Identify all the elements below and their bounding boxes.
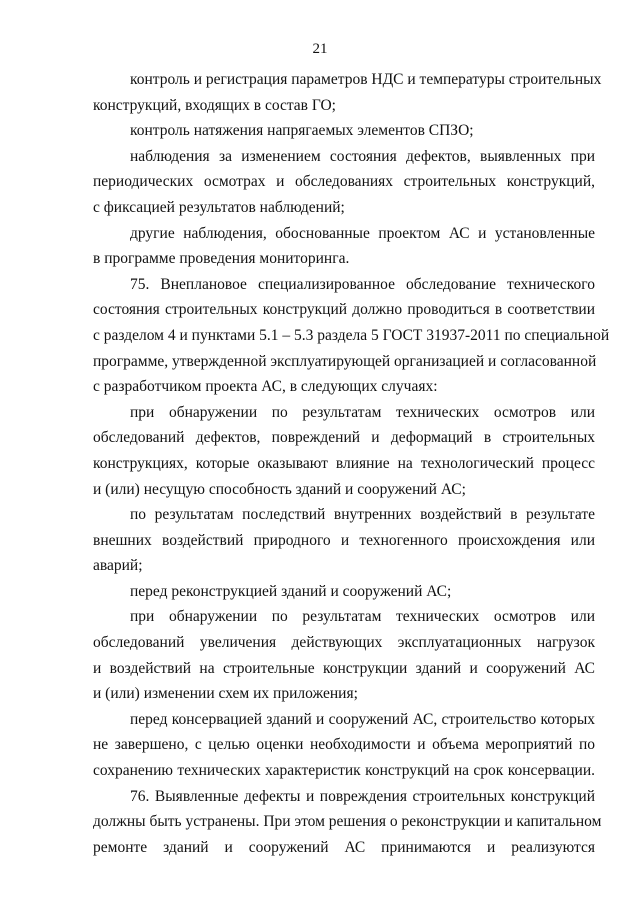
- text-line: должны быть устранены. При этом решения о реконструкции и капитальном: [93, 813, 602, 831]
- text-line: и (или) несущую способность зданий и сооружений АС;: [93, 480, 466, 498]
- text-line: конструкций, входящих в состав ГО;: [93, 96, 336, 114]
- text-line: обследований увеличения действующих эксплуатационных нагрузок: [93, 634, 595, 652]
- text-line: по результатам последствий внутренних воздействий в результате: [130, 506, 595, 524]
- text-line: с разделом 4 и пунктами 5.1 – 5.3 раздела 5 ГОСТ 31937-2011 по специальной: [93, 326, 610, 344]
- text-line: перед реконструкцией зданий и сооружений АС;: [130, 582, 452, 600]
- text-line: с разработчиком проекта АС, в следующих случаях:: [93, 378, 438, 396]
- paragraph-75-line: 75. Внеплановое специализированное обследование технического: [130, 275, 595, 293]
- text-line: программе, утвержденной эксплуатирующей организацией и согласованной: [93, 352, 597, 370]
- text-line: наблюдения за изменением состояния дефектов, выявленных при: [130, 147, 595, 165]
- text-line: и воздействий на строительные конструкции зданий и сооружений АС: [93, 659, 595, 677]
- text-line: контроль натяжения напрягаемых элементов СПЗО;: [130, 122, 474, 140]
- text-line: внешних воздействий природного и техногенного происхождения или: [93, 531, 595, 549]
- text-line: и (или) изменении схем их приложения;: [93, 685, 358, 703]
- page-number: 21: [312, 41, 328, 57]
- text-line: состояния строительных конструкций должно проводиться в соответствии: [93, 301, 595, 319]
- text-line: периодических осмотрах и обследованиях строительных конструкций,: [93, 173, 595, 191]
- text-line: при обнаружении по результатам технических осмотров или: [130, 608, 595, 626]
- text-line: с фиксацией результатов наблюдений;: [93, 198, 345, 216]
- text-line: аварий;: [93, 557, 143, 575]
- text-line: перед консервацией зданий и сооружений АС, строительство которых: [130, 710, 595, 728]
- text-line: ремонте зданий и сооружений АС принимаются и реализуются: [93, 838, 595, 856]
- text-line: при обнаружении по результатам технических осмотров или: [130, 403, 595, 421]
- text-line: другие наблюдения, обоснованные проектом АС и установленные: [130, 224, 595, 242]
- text-line: в программе проведения мониторинга.: [93, 250, 350, 268]
- text-line: конструкциях, которые оказывают влияние на технологический процесс: [93, 454, 595, 472]
- document-body: [93, 67, 610, 860]
- paragraph-76-line: 76. Выявленные дефекты и повреждения строительных конструкций: [130, 787, 595, 805]
- text-line: сохранению технических характеристик конструкций на срок консервации.: [93, 762, 595, 780]
- text-line: контроль и регистрация параметров НДС и температуры строительных: [130, 71, 602, 88]
- text-line: не завершено, с целью оценки необходимости и объема мероприятий по: [93, 736, 595, 754]
- text-line: обследований дефектов, повреждений и деформаций в строительных: [93, 429, 595, 447]
